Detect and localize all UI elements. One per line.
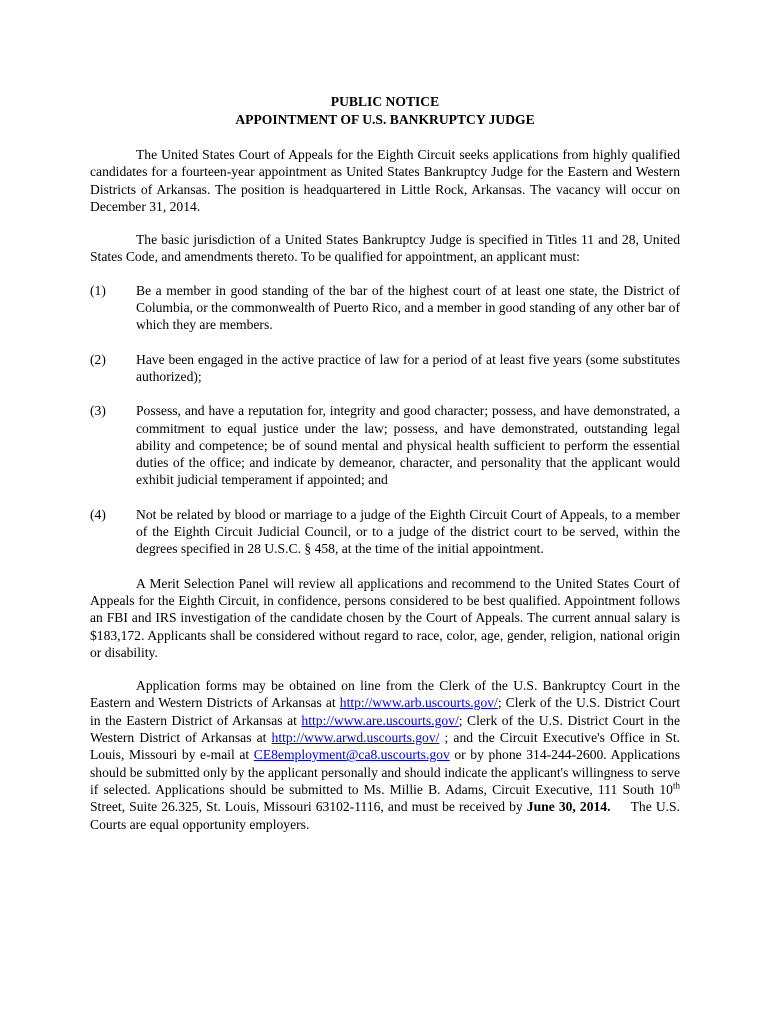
deadline-date: June 30, 2014. (526, 799, 611, 815)
requirement-text: Possess, and have a reputation for, integrity and good character; possess, and have demonstrated, a commitment to equal justice under the law; possess, and have demonstrated, outstanding legal ability and competence; be of sound mental and physical health sufficient to perform the essential duties of the office; and indicate by demeanor, character, and personality that the applicant would exhibit judicial temperament if appointed; and (136, 403, 680, 488)
ordinal-suffix: th (672, 780, 680, 791)
requirement-number: (3) (90, 403, 106, 419)
requirement-number: (2) (90, 351, 106, 367)
notice-title: PUBLIC NOTICE (330, 94, 440, 109)
application-text: Application forms may be obtained on line from the Clerk of the U.S. Bankruptcy Court in the Eastern and Western Districts of Arkansas at (90, 678, 680, 711)
application-text: ; Clerk of the U.S. District Court in the Eastern District of Arkansas at (90, 695, 680, 728)
requirement-item (90, 351, 680, 386)
notice-subtitle: APPOINTMENT OF U.S. BANKRUPTCY JUDGE (235, 111, 535, 127)
requirement-text: Be a member in good standing of the bar of the highest court of at least one state, the District of Columbia, or the commonwealth of Puerto Rico, and a member in good standing of any other bar of which they are members. (136, 282, 681, 333)
email-link[interactable]: CE8employment@ca8.uscourts.gov (253, 747, 450, 763)
requirement-item (90, 402, 680, 488)
requirements-list (90, 282, 680, 558)
intro-paragraph: The United States Court of Appeals for the Eighth Circuit seeks applications from highly qualified candidates for a fourteen-year appointment as United States Bankruptcy Judge for the Eastern and Western Districts of Arkansas. The position is headquartered in Little Rock, Arkansas. The vacancy will occur on December 31, 2014. (90, 147, 680, 214)
notice-page (90, 93, 684, 849)
application-text: The U.S. Courts are equal opportunity employers. (90, 799, 684, 832)
merit-paragraph: A Merit Selection Panel will review all applications and recommend to the United States Court of Appeals for the Eighth Circuit, in confidence, persons considered to be best qualified. Appointment follows an FBI and IRS investigation of the candidate chosen by the Court of Appeals. The current annual salary is $183,172. Applicants shall be considered without regard to race, color, age, gender, religion, national origin or disability. (90, 575, 680, 660)
application-text: or by phone 314-244-2600. Applications should be submitted only by the applicant personally and should indicate the applicant's willingness to serve if selected. Applications should be submitted to Ms. Millie B. Adams, Circuit Executive, 111 South 10 (90, 747, 680, 797)
requirement-item (90, 506, 680, 558)
application-text: ; Clerk of the U.S. District Court in the Western District of Arkansas at (90, 712, 680, 746)
application-paragraph (90, 677, 684, 833)
application-text: ; and the Circuit Executive's Office in St. Louis, Missouri by e-mail at (90, 730, 680, 763)
requirement-item (90, 282, 680, 334)
jurisdiction-paragraph: The basic jurisdiction of a United States Bankruptcy Judge is specified in Titles 11 and 28, United States Code, and amendments thereto. To be qualified for appointment, an applicant must: (90, 232, 680, 265)
application-text: Street, Suite 26.325, St. Louis, Missouri 63102-1116, and must be received by (90, 799, 527, 815)
arwd-link[interactable]: http://www.arwd.uscourts.gov/ (271, 730, 440, 746)
requirement-text: Have been engaged in the active practice of law for a period of at least five years (some substitutes authorized); (136, 351, 680, 384)
are-link[interactable]: http://www.are.uscourts.gov/ (301, 712, 459, 728)
requirement-number: (1) (90, 282, 106, 298)
requirement-number: (4) (90, 506, 106, 522)
arb-link[interactable]: http://www.arb.uscourts.gov/ (339, 695, 498, 711)
requirement-text: Not be related by blood or marriage to a judge of the Eighth Circuit Court of Appeals, to a member of the Eighth Circuit Judicial Council, or to a judge of the district court to be served, within the degrees specified in 28 U.S.C. § 458, at the time of the initial appointment. (136, 506, 680, 557)
